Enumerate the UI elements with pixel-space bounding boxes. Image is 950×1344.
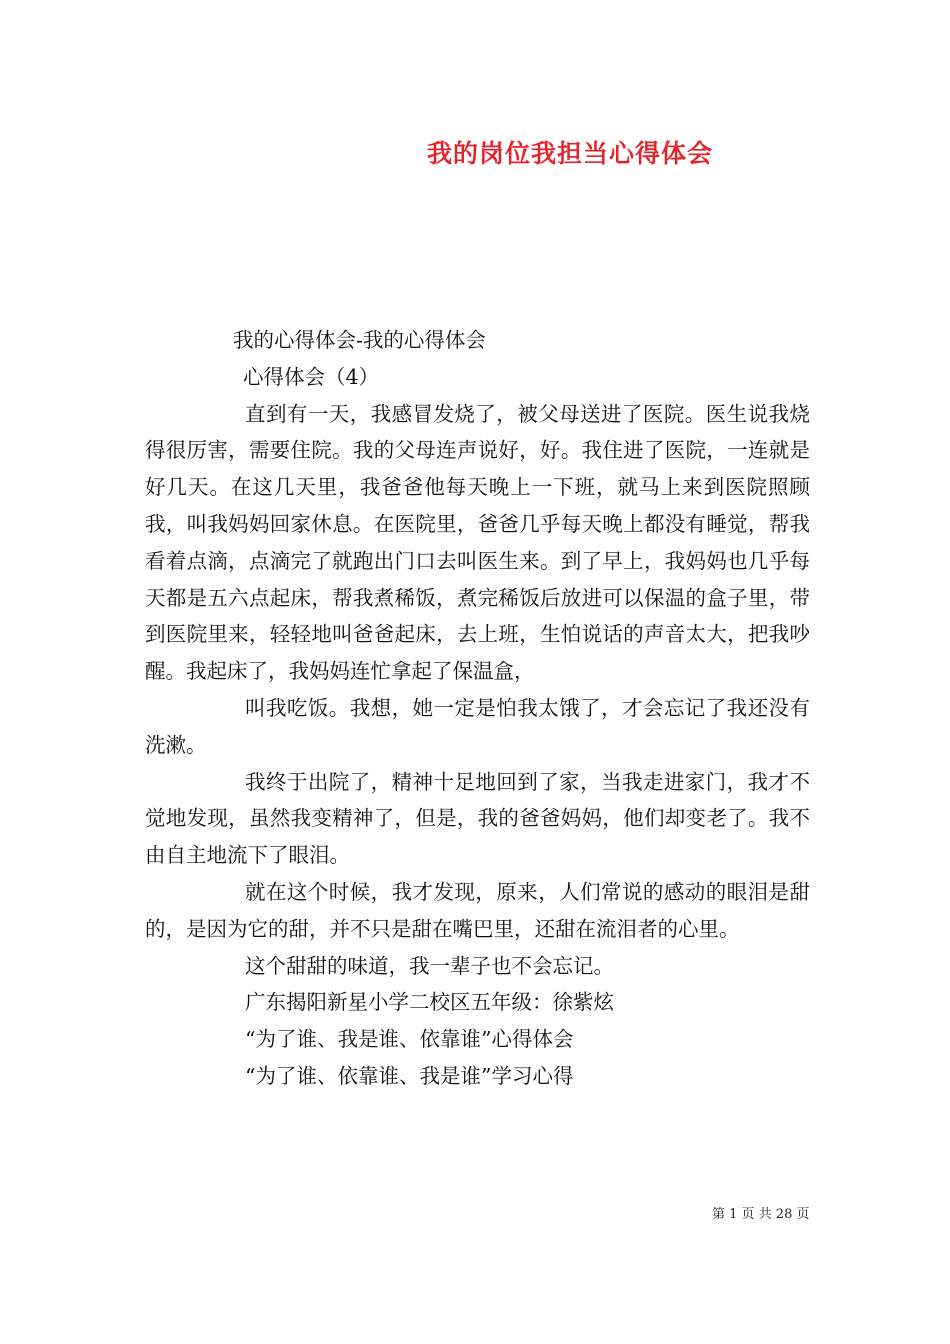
document-title: 我的岗位我担当心得体会 [426, 139, 713, 168]
paragraph-4: 就在这个时候，我才发现，原来，人们常说的感动的眼泪是甜的，是因为它的甜，并不只是甜在嘴巴里，还甜在流泪者的心里。 [145, 879, 810, 941]
paragraph-1: 直到有一天，我感冒发烧了，被父母送进了医院。医生说我烧得很厉害，需要住院。我的父母连声说好，好。我住进了医院，一连就是好几天。在这几天里，我爸爸他每天晚上一下班，就马上来到医院照顾我，叫我妈妈回家休息。在医院里，爸爸几乎每天晚上都没有睡觉，帮我看着点滴，点滴完了就跑出门口去叫医生来。到了早上，我妈妈也几乎每天都是五六点起床，帮我煮稀饭，煮完稀饭后放进可以保温的盒子里，带到医院里来，轻轻地叫爸爸起床，去上班，生怕说话的声音太大，把我吵醒。我起床了，我妈妈连忙拿起了保温盒， [145, 401, 810, 684]
closing-line-2: 广东揭阳新星小学二校区五年级：徐紫炫 [245, 990, 614, 1015]
paragraph-2: 叫我吃饭。我想，她一定是怕我太饿了，才会忘记了我还没有洗漱。 [145, 695, 810, 757]
closing-line-4: “为了谁、依靠谁、我是谁”学习心得 [245, 1063, 574, 1088]
closing-line-1: 这个甜甜的味道，我一辈子也不会忘记。 [245, 953, 614, 978]
subheading: 心得体会（4） [243, 364, 380, 389]
closing-line-3: “为了谁、我是谁、依靠谁”心得体会 [245, 1027, 574, 1052]
heading-line: 我的心得体会-我的心得体会 [233, 328, 486, 352]
page-number: 第 1 页 共 28 页 [712, 1207, 810, 1222]
document-body [145, 322, 810, 1095]
paragraph-3: 我终于出院了，精神十足地回到了家，当我走进家门，我才不觉地发现，虽然我变精神了，但是，我的爸爸妈妈，他们却变老了。我不由自主地流下了眼泪。 [145, 769, 810, 868]
